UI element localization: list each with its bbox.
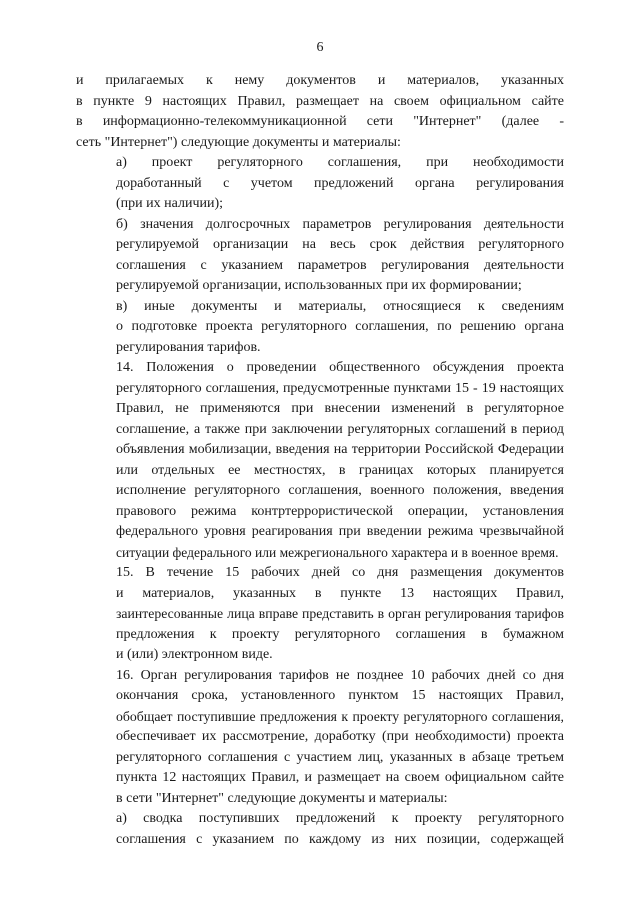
text-line: предложения к проекту регуляторного соглашения в бумажном (116, 626, 564, 642)
text-line: а) проект регуляторного соглашения, при необходимости (116, 155, 564, 170)
document-body (76, 71, 564, 850)
paragraph (76, 563, 564, 666)
text-line: регуляторного соглашения, предусмотренные пунктами 15 - 19 настоящих (116, 380, 564, 396)
text-line: б) значения долгосрочных параметров регулирования деятельности (116, 216, 564, 232)
text-line: заинтересованные лица вправе представить в орган регулирования тарифов (116, 606, 564, 621)
paragraph (76, 666, 564, 810)
text-line: регулируемой организации, использованных при их формировании; (116, 278, 522, 293)
text-line: пункта 12 настоящих Правил, и размещает на своем официальном сайте (116, 770, 564, 785)
text-line: Правил, не применяются при внесении изменений в регуляторное (116, 401, 564, 416)
text-line: правового режима контртеррористической операции, установления (116, 503, 564, 519)
text-line: о подготовке проекта регуляторного соглашения, по решению органа (116, 319, 564, 334)
text-line: (при их наличии); (116, 196, 224, 211)
text-line: 14. Положения о проведении общественного обсуждения проекта (116, 360, 564, 375)
text-line: и материалов, указанных в пункте 13 настоящих Правил, (116, 585, 564, 601)
paragraph (76, 809, 564, 850)
text-line: соглашения с указанием по каждому из них позиции, содержащей (116, 831, 564, 847)
text-line: соглашение, а также при заключении регуляторных соглашений в период (116, 421, 564, 437)
text-line: федерального уровня реагирования при введении режима чрезвычайной (116, 524, 564, 539)
text-line: 15. В течение 15 рабочих дней со дня размещения документов (116, 565, 564, 580)
text-line: 16. Орган регулирования тарифов не позднее 10 рабочих дней со дня (116, 667, 564, 683)
text-line: и прилагаемых к нему документов и материалов, указанных (76, 73, 564, 88)
text-line: сеть "Интернет") следующие документы и материалы: (76, 134, 401, 150)
paragraph (76, 215, 564, 297)
paragraph (76, 358, 564, 563)
text-line: ситуации федерального или межрегионального характера и в военное время. (116, 544, 559, 560)
text-line: или отдельных ее местностях, в границах которых планируется (116, 462, 564, 478)
text-line: обеспечивает их рассмотрение, доработку (при необходимости) проекта (116, 729, 564, 744)
text-line: регулирования тарифов. (116, 339, 261, 355)
text-line: исполнение регуляторного соглашения, военного положения, введения (116, 483, 564, 498)
text-line: соглашения с указанием параметров регулирования деятельности (116, 257, 564, 273)
page-number: 6 (316, 40, 324, 55)
text-line: обобщает поступившие предложения к проекту регуляторного соглашения, (116, 708, 564, 724)
paragraph (76, 153, 564, 215)
text-line: в пункте 9 настоящих Правил, размещает на своем официальном сайте (76, 93, 564, 109)
text-line: окончания срока, установленного пунктом 15 настоящих Правил, (116, 688, 564, 703)
text-line: в) иные документы и материалы, относящиеся к сведениям (116, 298, 564, 314)
text-line: а) сводка поступивших предложений к проекту регуляторного (116, 811, 564, 826)
text-line: в сети "Интернет" следующие документы и материалы: (116, 790, 448, 806)
text-line: объявления мобилизации, введения на территории Российской Федерации (116, 442, 564, 457)
text-line: регулируемой организации на весь срок действия регуляторного (116, 237, 564, 252)
text-line: в информационно-телекоммуникационной сети "Интернет" (далее - (76, 114, 564, 129)
paragraph (76, 297, 564, 359)
text-line: доработанный с учетом предложений органа регулирования (116, 175, 564, 191)
paragraph (76, 71, 564, 153)
text-line: и (или) электронном виде. (116, 647, 273, 662)
text-line: регуляторного соглашения с участием лиц, указанных в абзаце третьем (116, 749, 564, 765)
